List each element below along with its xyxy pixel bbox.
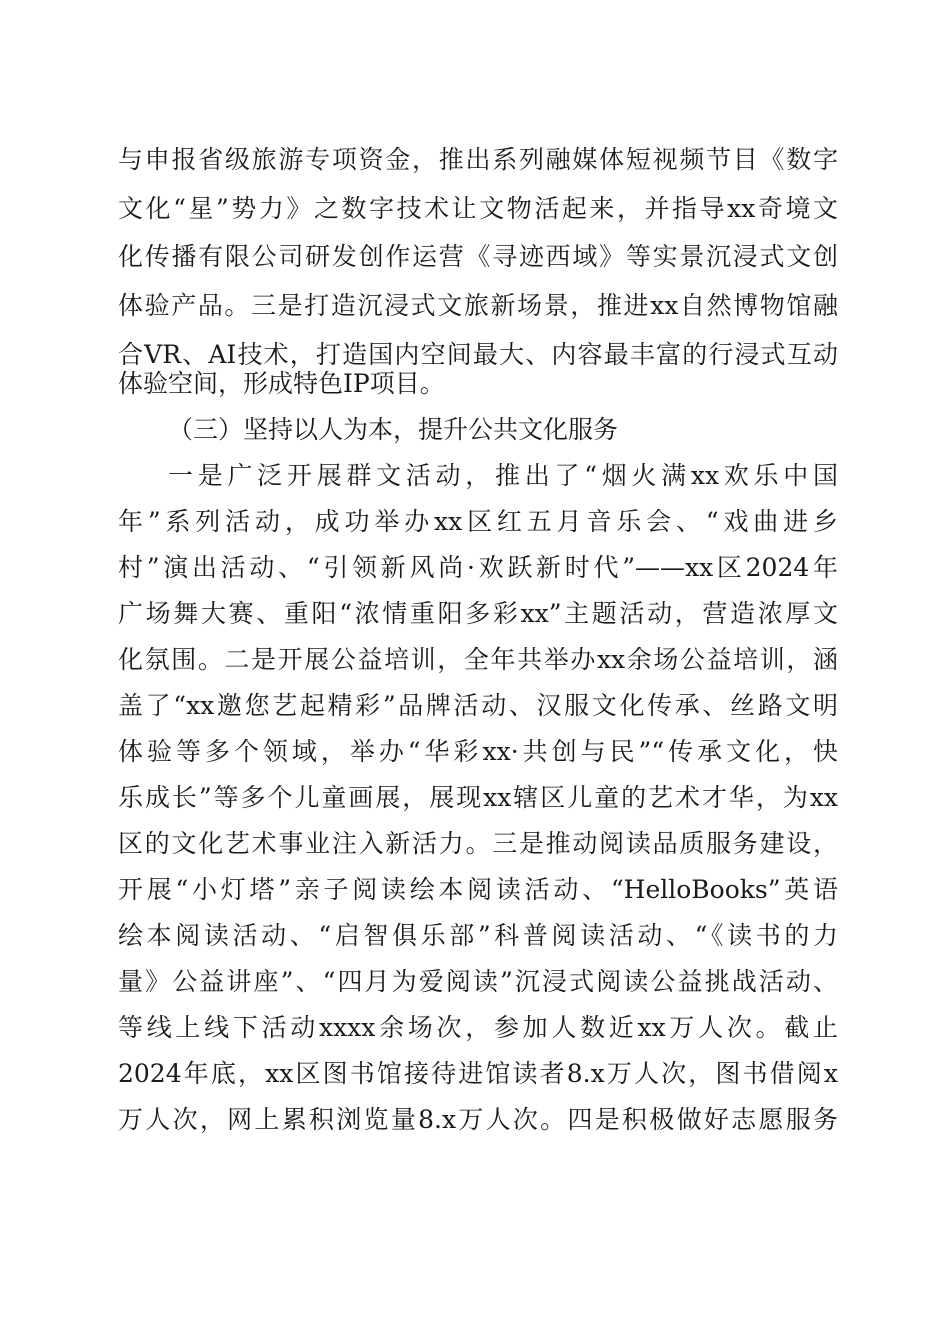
paragraph1-line-4: 体验产品。三是打造沉浸式文旅新场景，推进xx自然博物馆融 [118, 291, 838, 320]
paragraph2-line-8: 乐成长”等多个儿童画展，展现xx辖区儿童的艺术才华，为xx [118, 783, 838, 812]
paragraph1-line-1: 与申报省级旅游专项资金，推出系列融媒体短视频节目《数字 [118, 145, 838, 174]
paragraph2-line-11: 绘本阅读活动、“启智俱乐部”科普阅读活动、“《读书的力 [118, 921, 838, 950]
paragraph2-line-10: 开展“小灯塔”亲子阅读绘本阅读活动、“HelloBooks”英语 [118, 875, 838, 904]
paragraph1-line-3: 化传播有限公司研发创作运营《寻迹西域》等实景沉浸式文创 [118, 242, 838, 271]
paragraph1-line-2: 文化“星”势力》之数字技术让文物活起来，并指导xx奇境文 [118, 194, 838, 223]
paragraph2-line-3: 村”演出活动、“引领新风尚·欢跃新时代”——xx区2024年 [118, 553, 838, 582]
section-heading: （三）坚持以人为本，提升公共文化服务 [168, 415, 619, 444]
paragraph2-line-14: 2024年底，xx区图书馆接待进馆读者8.x万人次，图书借阅x [118, 1059, 838, 1088]
paragraph2-line-1: 一是广泛开展群文活动，推出了“烟火满xx欢乐中国 [168, 461, 838, 490]
paragraph2-line-7: 体验等多个领域，举办“华彩xx·共创与民”“传承文化，快 [118, 737, 838, 766]
paragraph1-line-6: 体验空间，形成特色IP项目。 [118, 369, 445, 398]
paragraph2-line-15: 万人次，网上累积浏览量8.x万人次。四是积极做好志愿服务 [118, 1105, 838, 1134]
paragraph2-line-5: 化氛围。二是开展公益培训，全年共举办xx余场公益培训，涵 [118, 645, 838, 674]
paragraph2-line-12: 量》公益讲座”、“四月为爱阅读”沉浸式阅读公益挑战活动、 [118, 967, 838, 996]
paragraph2-line-4: 广场舞大赛、重阳“浓情重阳多彩xx”主题活动，营造浓厚文 [118, 599, 838, 628]
paragraph2-line-13: 等线上线下活动xxxx余场次，参加人数近xx万人次。截止 [118, 1013, 838, 1042]
paragraph2-line-6: 盖了“xx邀您艺起精彩”品牌活动、汉服文化传承、丝路文明 [118, 691, 838, 720]
paragraph2-line-9: 区的文化艺术事业注入新活力。三是推动阅读品质服务建设， [118, 829, 838, 858]
paragraph2-line-2: 年”系列活动，成功举办xx区红五月音乐会、“戏曲进乡 [118, 507, 838, 536]
paragraph1-line-5: 合VR、AI技术，打造国内空间最大、内容最丰富的行浸式互动 [118, 340, 838, 369]
